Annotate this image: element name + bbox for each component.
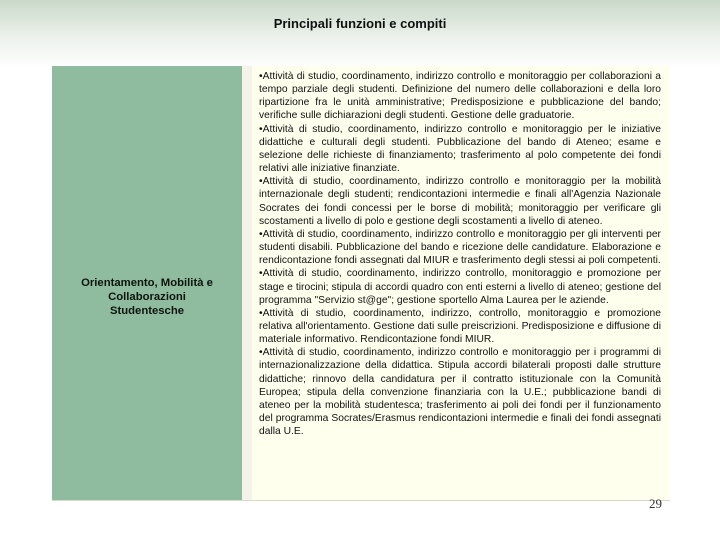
task-item: • Attività di studio, coordinamento, indirizzo, controllo, monitoraggio e promozione relativa all'orientamento. Gestione dati sulle preiscrizioni. Predisposizione e diffusione di materiale informativo. Rendicontazione fondi MIUR.: [259, 307, 661, 346]
task-item: • Attività di studio, coordinamento, indirizzo controllo e monitoraggio per collaborazioni a tempo parziale degli studenti. Definizione del numero delle collaborazioni e della loro ripartizione fra le unità amministrative; Predisposizione e pubblicazione del bando; verifiche sulle dichiarazioni degli studenti. Gestione delle graduatorie.: [259, 70, 661, 123]
tasks-cell: [252, 66, 670, 500]
task-item: • Attività di studio, coordinamento, indirizzo controllo e monitoraggio per la mobilità internazionale degli studenti; rendicontazioni intermedie e finali all'Agenzia Nazionale Socrates dei fondi concessi per le borse di mobilità; monitoraggio per verificare gli scostamenti a livello di polo e gestione degli scostamenti a livello di ateneo.: [259, 175, 661, 228]
functions-table: [52, 66, 670, 501]
page-title: Principali funzioni e compiti: [273, 16, 447, 31]
task-item: • Attività di studio, coordinamento, indirizzo controllo e monitoraggio per gli interventi per studenti disabili. Pubblicazione del bando e ricezione delle candidature. Elaborazione e rendicontazione fondi assegnati dal MIUR e trasferimento degli stessi ai poli competenti.: [259, 228, 661, 267]
page-number: 29: [649, 496, 662, 511]
task-item: • Attività di studio, coordinamento, indirizzo controllo e monitoraggio per le iniziative didattiche e culturali degli studenti. Pubblicazione del bando di Ateneo; esame e selezione delle richieste di finanziamento; trasferimento al polo competente dei fondi relativi alle iniziative finanziate.: [259, 123, 661, 176]
task-item: • Attività di studio, coordinamento, indirizzo controllo, monitoraggio e promozione per stage e tirocini; stipula di accordi quadro con enti esterni a livello di ateneo; gestione del programma "Servizio st@ge"; gestione sportello Alma Laurea per le aziende.: [259, 267, 661, 306]
task-item: • Attività di studio, coordinamento, indirizzo controllo e monitoraggio per i programmi di internazionalizzazione della didattica. Stipula accordi bilaterali proposti dalle strutture didattiche; rinnovo della candidatura per il contratto istituzionale con la Comunità Europea; stipula della convenzione finanziaria con la U.E.; pubblicazione bandi di ateneo per la mobilità studentesca; trasferimento ai poli dei fondi per il funzionamento del programma Socrates/Erasmus rendicontazioni intermedie e finali dei fondi assegnati dalla U.E.: [259, 346, 661, 438]
area-label: Orientamento, Mobilità e Collaborazioni Studentesche: [81, 277, 213, 317]
area-cell: [52, 66, 252, 500]
